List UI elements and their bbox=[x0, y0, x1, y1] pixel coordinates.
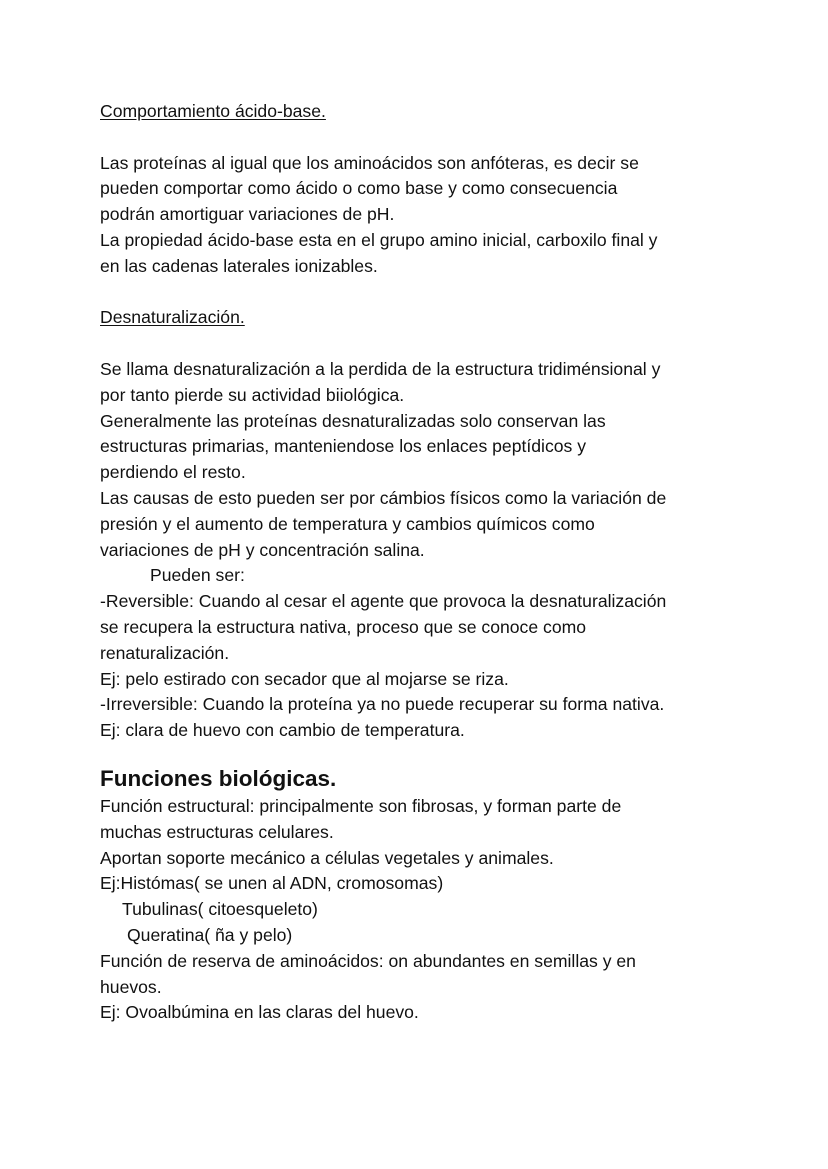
paragraph-line: Ej: Ovoalbúmina en las claras del huevo. bbox=[100, 1002, 419, 1023]
paragraph-line: -Reversible: Cuando al cesar el agente que provoca la desnaturalización bbox=[100, 591, 667, 612]
paragraph-line: Ej: clara de huevo con cambio de temperatura. bbox=[100, 720, 465, 741]
paragraph-line: renaturalización. bbox=[100, 642, 230, 663]
paragraph-line: Ej:Histómas( se unen al ADN, cromosomas) bbox=[100, 873, 444, 894]
section-title-denaturation: Desnaturalización. bbox=[100, 307, 245, 328]
paragraph-line: Aportan soporte mecánico a células vegetales y animales. bbox=[100, 847, 554, 868]
paragraph-line-indented: Tubulinas( citoesqueleto) bbox=[122, 899, 318, 920]
paragraph-line: Función de reserva de aminoácidos: on abundantes en semillas y en bbox=[100, 950, 636, 971]
paragraph-line: se recupera la estructura nativa, proceso que se conoce como bbox=[100, 616, 587, 637]
paragraph-line: muchas estructuras celulares. bbox=[100, 821, 334, 842]
paragraph-line: huevos. bbox=[100, 976, 162, 997]
paragraph-line-indented: Queratina( ña y pelo) bbox=[127, 924, 293, 945]
section-heading-functions: Funciones biológicas. bbox=[100, 765, 337, 791]
spacer bbox=[100, 125, 800, 151]
paragraph-line: estructuras primarias, manteniendose los enlaces peptídicos y bbox=[100, 436, 587, 457]
paragraph-line: presión y el aumento de temperatura y cambios químicos como bbox=[100, 513, 595, 534]
paragraph-line-indented: Pueden ser: bbox=[150, 565, 245, 586]
paragraph-line: variaciones de pH y concentración salina. bbox=[100, 539, 425, 560]
spacer bbox=[100, 331, 800, 357]
paragraph-line: en las cadenas laterales ionizables. bbox=[100, 255, 378, 276]
spacer bbox=[100, 280, 800, 306]
paragraph-line: -Irreversible: Cuando la proteína ya no puede recuperar su forma nativa. bbox=[100, 694, 665, 715]
paragraph-line: perdiendo el resto. bbox=[100, 462, 246, 483]
paragraph-line: podrán amortiguar variaciones de pH. bbox=[100, 204, 395, 225]
paragraph-line: Las proteínas al igual que los aminoácidos son anfóteras, es decir se bbox=[100, 152, 639, 173]
paragraph-line: La propiedad ácido-base esta en el grupo amino inicial, carboxilo final y bbox=[100, 229, 658, 250]
paragraph-line: Las causas de esto pueden ser por cámbios físicos como la variación de bbox=[100, 487, 667, 508]
document-page bbox=[100, 99, 800, 1026]
paragraph-line: por tanto pierde su actividad biiológica. bbox=[100, 384, 405, 405]
paragraph-line: Función estructural: principalmente son fibrosas, y forman parte de bbox=[100, 795, 622, 816]
paragraph-line: Se llama desnaturalización a la perdida de la estructura tridiménsional y bbox=[100, 358, 661, 379]
paragraph-line: pueden comportar como ácido o como base y como consecuencia bbox=[100, 178, 618, 199]
spacer bbox=[100, 744, 800, 758]
paragraph-line: Generalmente las proteínas desnaturalizadas solo conservan las bbox=[100, 410, 606, 431]
paragraph-line: Ej: pelo estirado con secador que al mojarse se riza. bbox=[100, 668, 509, 689]
section-title-acid-base: Comportamiento ácido-base. bbox=[100, 101, 326, 121]
